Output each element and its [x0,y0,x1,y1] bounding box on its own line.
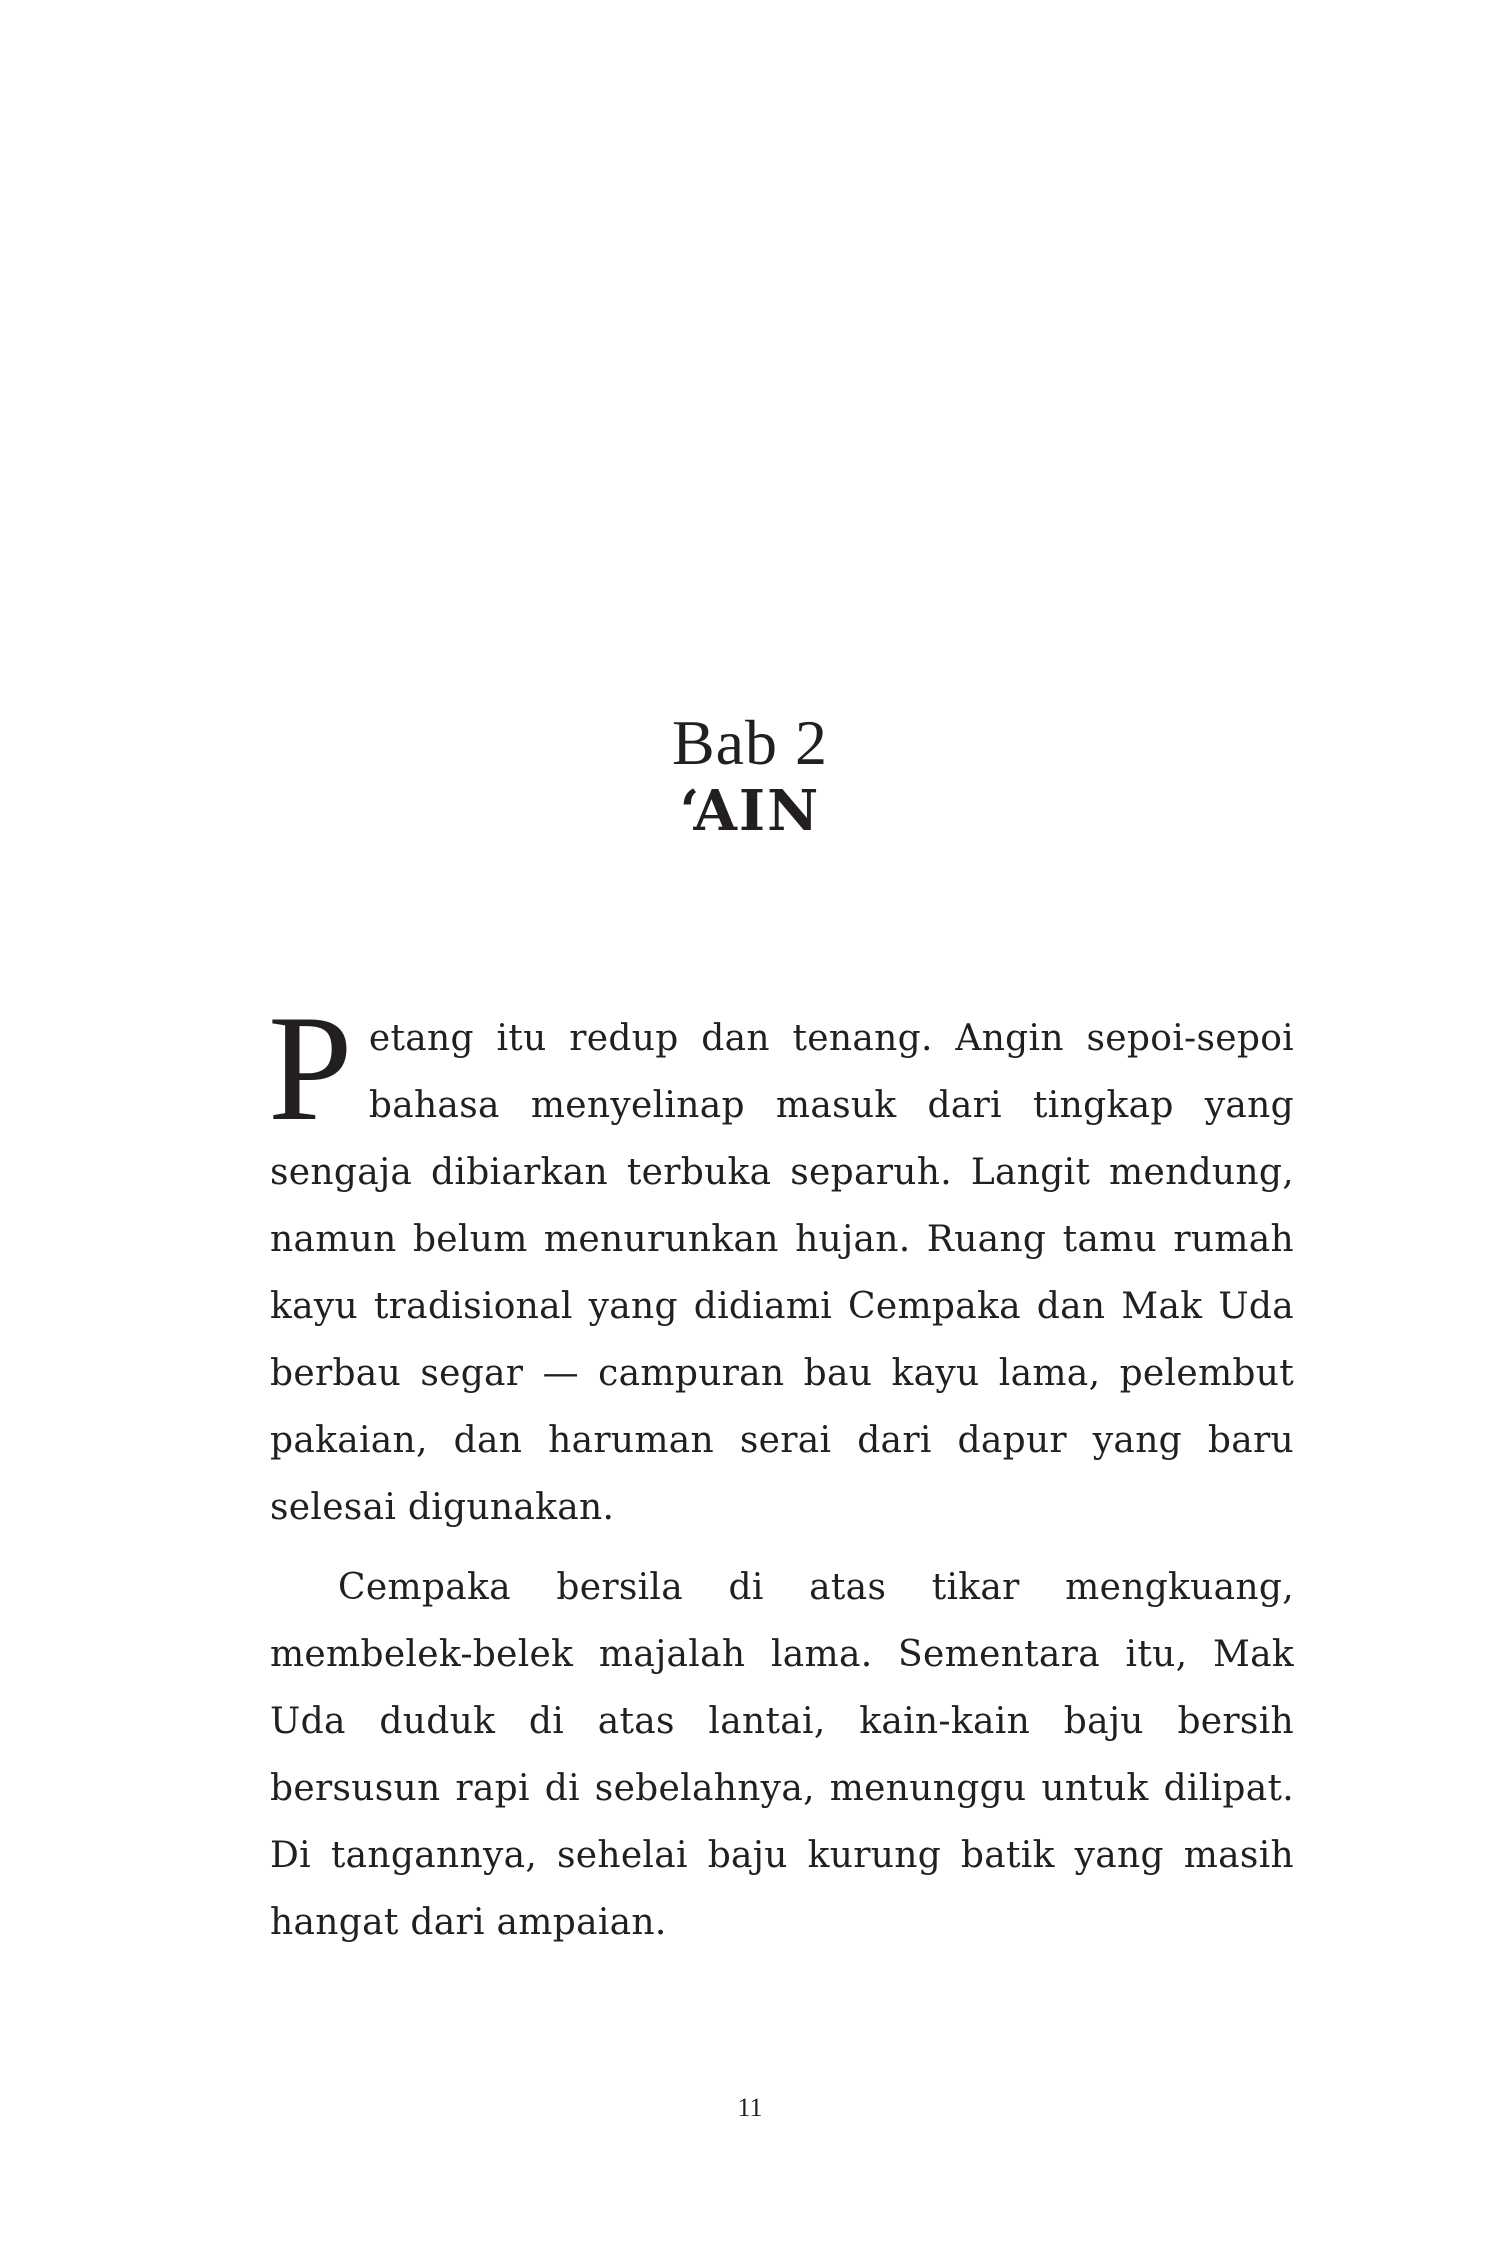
drop-cap: P [268,984,353,1152]
paragraph-2 [270,1554,1294,1956]
chapter-heading [0,705,1500,847]
paragraph-1 [268,984,1294,1541]
chapter-number: Bab 2 [671,707,829,778]
body-text [268,984,1294,1956]
chapter-title: ‘AIN [679,778,821,844]
paragraph-2-text: Cempaka bersila di atas tikar mengkuang, membelek-belek majalah lama. Sementara itu, Mak Uda duduk di atas lantai, kain-kain baju bersih bersusun rapi di sebelahnya, menunggu untuk dilipat. Di tangannya, sehelai baju kurung batik yang masih hangat dari ampaian. [270,1567,1294,1943]
page-number: 11 [737,2093,763,2122]
paragraph-1-text: etang itu redup dan tenang. Angin sepoi-sepoi bahasa menyelinap masuk dari tingkap yang sengaja dibiarkan terbuka separuh. Langit mendung, namun belum menurunkan hujan. Ruang tamu rumah kayu tradisional yang didiami Cempaka dan Mak Uda berbau segar — campuran bau kayu lama, pelembut pakaian, dan haruman serai dari dapur yang baru selesai digunakan. [270,1018,1294,1528]
